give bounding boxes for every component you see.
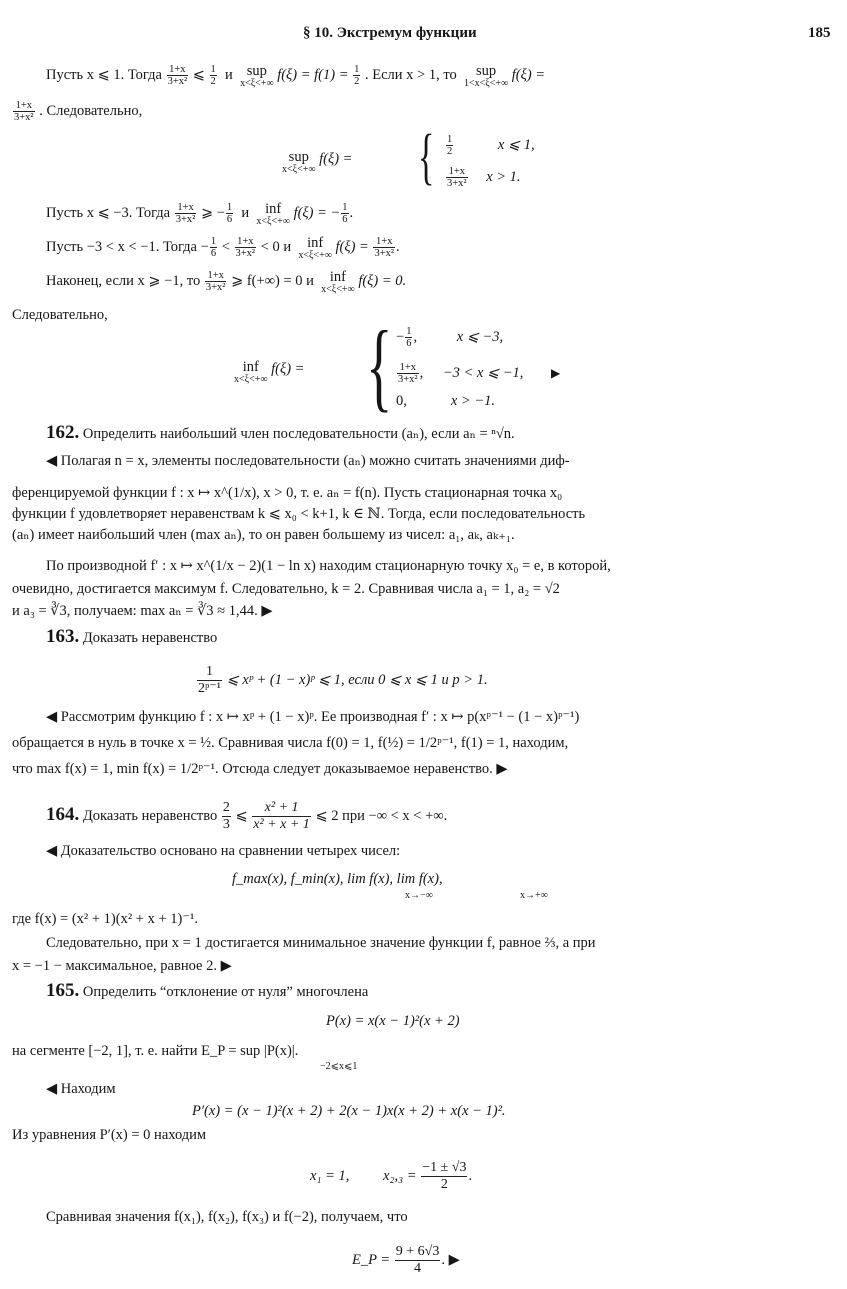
text-line-6: Следовательно, [12,307,108,323]
inf-system-lhs: inf x<ξ<+∞ f(ξ) = [234,359,305,385]
p165-sup-sub: −2⩽x⩽1 [320,1061,358,1072]
p165-line-5: Сравнивая значения f(x₁), f(x₂), f(x₃) и f(−2), получаем, что [46,1209,408,1225]
p162-line-6: По производной f′ : x ↦ x^(1/x − 2)(1 − ln x) находим стационарную точку x₀ = e, в которой, [46,558,611,574]
inf-case-3: 0, x > −1. [396,393,496,409]
p165-line-2: на сегменте [−2, 1], т. е. найти E_P = sup |P(x)|. [12,1043,299,1059]
text-line-5: Наконец, если x ⩾ −1, то $\frac{1+x}{\text{3+x²}}$ ⩾ f(+∞) = 0 и inf x<ξ<+∞ f(ξ) = 0. [46,269,407,295]
inf-case-1: − $\frac{1}{6}$ , x ⩽ −3, [396,326,504,349]
p164-limit-sub-2: x→+∞ [520,890,548,901]
problem-163: 163. Доказать неравенство [46,626,218,647]
brace-icon: { [366,310,393,421]
text-line-1: Пусть x ⩽ 1. Тогда $\frac{1+x}{\text{3+x²}}$ ⩽ $\frac{1}{2}$ и sup x<ξ<+∞ f(ξ) = f(1) = $\frac{1}{2}$ . Если x > 1, то sup 1<x<ξ<+∞ f(ξ) = [46,63,546,89]
running-title: § 10. Экстремум функции [303,25,477,41]
p164-four-numbers: f_max(x), f_min(x), lim f(x), lim f(x), [232,871,443,887]
problem-165: 165. Определить “отклонение от нуля” многочлена [46,980,369,1001]
p163-line-4: что max f(x) = 1, min f(x) = 1/2ᵖ⁻¹. Отсюда следует доказываемое неравенство. ▶ [12,761,508,777]
p163-line-3: обращается в нуль в точке x = ½. Сравнивая числа f(0) = 1, f(½) = 1/2ᵖ⁻¹, f(1) = 1, находим, [12,735,569,751]
brace-icon: { [418,123,435,191]
sup-case-1: $\frac{1}{2}$ x ⩽ 1, [447,134,535,157]
p165-derivative: P′(x) = (x − 1)²(x + 2) + 2(x − 1)x(x + 2) + x(x − 1)². [192,1103,506,1119]
p165-result: E_P = $\frac{9 + 6√3}{4}$ . ▶ [352,1244,460,1276]
p162-line-5: (aₙ) имеет наибольший член (max aₙ), то он равен большему из чисел: a₁, aₖ, aₖ₊₁. [12,527,515,543]
p165-polynomial: P(x) = x(x − 1)²(x + 2) [326,1013,460,1029]
p165-line-3: ◀ Находим [46,1081,116,1097]
page-number: 185 [808,25,831,41]
p165-line-4: Из уравнения P′(x) = 0 находим [12,1127,207,1143]
p164-line-5: Следовательно, при x = 1 достигается минимальное значение функции f, равное ⅔, а при [46,935,596,951]
p164-line-4: где f(x) = (x² + 1)(x² + x + 1)⁻¹. [12,911,198,927]
p162-line-4: функции f удовлетворяет неравенствам k ⩽ x₀ < k+1, k ∈ ℕ. Тогда, если последовательность [12,506,586,522]
inf-case-2: $\frac{1+x}{\text{3+x²}}$ , −3 < x ⩽ −1, ▶ [398,362,561,385]
end-proof-icon: ▶ [551,365,561,380]
problem-162: 162. Определить наибольший член последовательности (aₙ), если aₙ = ⁿ√n. [46,422,515,443]
p163-line-2: ◀ Рассмотрим функцию f : x ↦ xᵖ + (1 − x)ᵖ. Ее производная f′ : x ↦ p(xᵖ⁻¹ − (1 − x)ᵖ⁻¹) [46,709,580,725]
text-line-2: $\frac{1+x}{\text{3+x²}}$ . Следовательно, [14,100,143,123]
p162-line-7: очевидно, достигается максимум f. Следовательно, k = 2. Сравнивая числа a₁ = 1, a₂ = √2 [12,581,560,597]
sup-case-2: $\frac{1+x}{\text{3+x²}}$ x > 1. [447,166,521,189]
p163-inequality: $\frac{1}{\text{2ᵖ⁻¹}}$ ⩽ xᵖ + (1 − x)ᵖ ⩽ 1, если 0 ⩽ x ⩽ 1 и p > 1. [198,664,488,696]
text-line-3: Пусть x ⩽ −3. Тогда $\frac{1+x}{\text{3+x²}}$ ⩾ − $\frac{1}{6}$ и inf x<ξ<+∞ f(ξ) = − $\frac{1}{6}$ . [46,201,354,227]
sup-system-lhs: sup x<ξ<+∞ f(ξ) = [282,149,353,175]
problem-164: 164. Доказать неравенство $\frac{2}{3}$ ⩽ $\frac{\text{x² + 1}}{\text{x² + x + 1}}$ ⩽ 2 при −∞ < x < +∞. [46,800,448,832]
p162-line-8: и a₃ = ∛3, получаем: max aₙ = ∛3 ≈ 1,44. ▶ [12,603,273,619]
p164-limit-sub-1: x→−∞ [405,890,433,901]
p164-line-6: x = −1 − максимальное, равное 2. ▶ [12,958,232,974]
text-line-4: Пусть −3 < x < −1. Тогда − $\frac{1}{6}$ < $\frac{1+x}{\text{3+x²}}$ < 0 и inf x<ξ<+∞ f(ξ) = $\frac{1+x}{\text{3+x²}}$ . [46,235,400,261]
p162-line-3: ференцируемой функции f : x ↦ x^(1/x), x > 0, т. е. aₙ = f(n). Пусть стационарная точка x₀ [12,485,563,501]
p162-line-2: ◀ Полагая n = x, элементы последовательности (aₙ) можно считать значениями диф- [46,453,570,469]
p164-line-2: ◀ Доказательство основано на сравнении четырех чисел: [46,843,401,859]
p165-roots: x₁ = 1, x₂,₃ = $\frac{-1 \pm √3}{2}$ . [310,1160,473,1192]
